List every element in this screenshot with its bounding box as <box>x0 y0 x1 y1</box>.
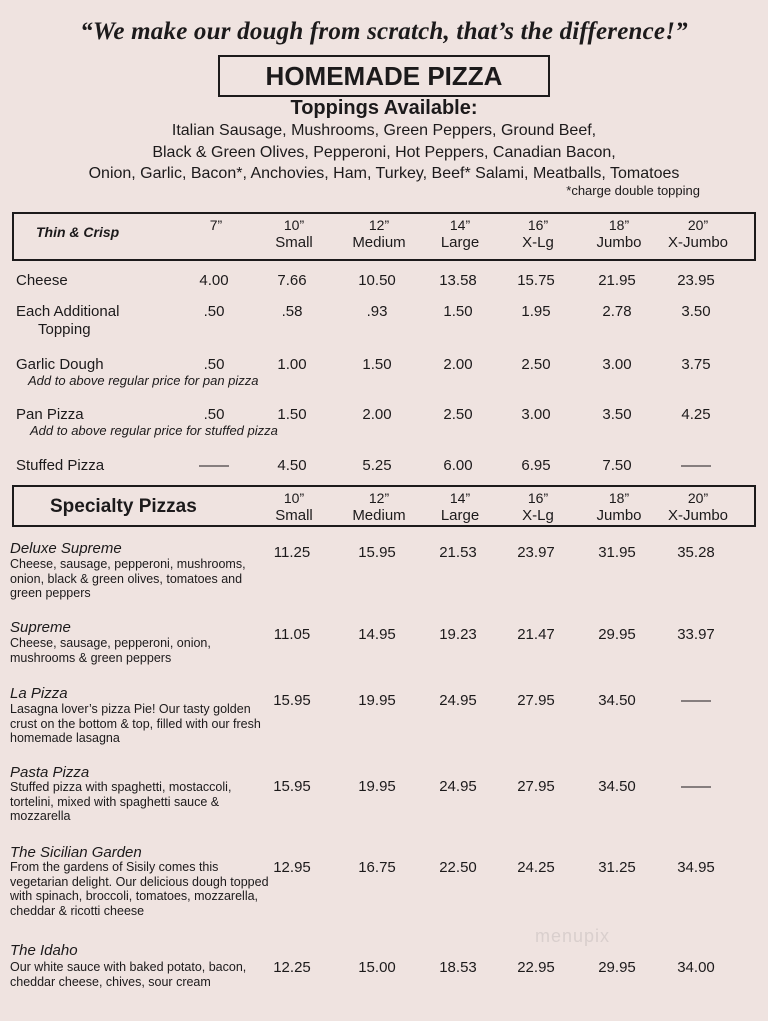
item-name-line: Cheese <box>16 272 68 289</box>
thin-crisp-label: Thin & Crisp <box>36 224 120 240</box>
item-name-line: Garlic Dough <box>16 356 104 373</box>
size-name: X-Jumbo <box>667 234 729 251</box>
item-note: Add to above regular price for stuffed pizza <box>30 423 278 438</box>
size-column-header <box>579 217 659 251</box>
pizza-name: The Sicilian Garden <box>10 844 142 861</box>
size-name: Medium <box>352 234 406 251</box>
price-cell: 11.05 <box>273 626 311 643</box>
size-inches: 12” <box>368 217 390 233</box>
price-cell: 3.50 <box>602 406 632 423</box>
price-cell: 19.95 <box>358 778 396 795</box>
size-inches: 20” <box>687 217 709 233</box>
price-cell: .58 <box>281 303 303 320</box>
price-cell: 27.95 <box>517 778 555 795</box>
item-name <box>16 457 104 475</box>
size-name: Small <box>275 507 313 524</box>
toppings-line: Italian Sausage, Mushrooms, Green Peppers, Ground Beef, <box>171 122 597 139</box>
size-name: Large <box>440 234 480 251</box>
specialty-label: Specialty Pizzas <box>50 496 197 517</box>
size-column-header <box>498 490 578 524</box>
price-cell: 23.97 <box>517 544 555 561</box>
size-name: Jumbo <box>596 507 642 524</box>
size-column-header <box>254 217 334 251</box>
price-cell: 11.25 <box>273 544 311 561</box>
pizza-name: The Idaho <box>10 942 78 959</box>
size-column-header <box>176 217 256 234</box>
price-cell: 1.00 <box>277 356 307 373</box>
price-cell: 35.28 <box>677 544 715 561</box>
price-cell: 18.53 <box>439 959 477 976</box>
price-cell: 4.50 <box>277 457 307 474</box>
price-cell: 6.00 <box>443 457 473 474</box>
price-cell: 1.95 <box>521 303 551 320</box>
price-cell: 21.47 <box>517 626 555 643</box>
price-cell: 1.50 <box>443 303 473 320</box>
price-cell: 1.50 <box>362 356 392 373</box>
price-cell: 34.00 <box>677 959 715 976</box>
size-inches: 18” <box>608 490 630 506</box>
pizza-description: From the gardens of Sisily comes this vegetarian delight. Our delicious dough topped with spinach, broccoli, tomatoes, mozzarella, cheddar & ricotti cheese <box>10 860 269 918</box>
slogan: “We make our dough from scratch, that’s the difference!” <box>80 18 688 45</box>
size-column-header <box>420 490 500 524</box>
price-cell: .50 <box>203 406 225 423</box>
price-cell: 31.25 <box>598 859 636 876</box>
toppings-heading: Toppings Available: <box>290 97 478 119</box>
size-inches: 16” <box>527 490 549 506</box>
price-cell: 13.58 <box>439 272 477 289</box>
size-name: Jumbo <box>596 234 642 251</box>
toppings-line: Onion, Garlic, Bacon*, Anchovies, Ham, Turkey, Beef* Salami, Meatballs, Tomatoes <box>88 165 680 182</box>
price-cell: 15.95 <box>273 692 311 709</box>
item-name <box>16 303 119 339</box>
price-cell: 34.50 <box>598 692 636 709</box>
toppings-line: Black & Green Olives, Pepperoni, Hot Peppers, Canadian Bacon, <box>152 144 616 161</box>
price-cell: 19.23 <box>439 626 477 643</box>
watermark: menupix <box>535 926 611 946</box>
size-inches: 18” <box>608 217 630 233</box>
size-name: Small <box>275 234 313 251</box>
size-inches: 20” <box>687 490 709 506</box>
size-inches: 10” <box>283 490 305 506</box>
price-cell: 6.95 <box>521 457 551 474</box>
price-cell: 7.50 <box>602 457 632 474</box>
pizza-description: Lasagna lover’s pizza Pie! Our tasty golden crust on the bottom & top, filled with our fresh homemade lasagna <box>10 702 261 745</box>
price-cell: 23.95 <box>677 272 715 289</box>
pizza-name: La Pizza <box>10 685 68 702</box>
size-inches: 10” <box>283 217 305 233</box>
price-cell: .50 <box>203 303 225 320</box>
page-title: HOMEMADE PIZZA <box>218 55 550 97</box>
size-name: X-Jumbo <box>667 507 729 524</box>
price-cell: 14.95 <box>358 626 396 643</box>
price-cell: 22.95 <box>517 959 555 976</box>
price-cell: .50 <box>203 356 225 373</box>
price-cell: 15.00 <box>358 959 396 976</box>
price-cell: 2.50 <box>443 406 473 423</box>
size-inches: 12” <box>368 490 390 506</box>
price-cell: 29.95 <box>598 959 636 976</box>
price-cell: 3.00 <box>602 356 632 373</box>
price-cell: —— <box>681 778 711 795</box>
price-cell: 24.95 <box>439 778 477 795</box>
price-cell: 3.00 <box>521 406 551 423</box>
price-cell: 2.50 <box>521 356 551 373</box>
price-cell: 3.75 <box>681 356 711 373</box>
price-cell: 12.95 <box>273 859 311 876</box>
specialty-header <box>12 485 756 527</box>
size-inches: 16” <box>527 217 549 233</box>
size-name: X-Lg <box>522 507 554 524</box>
price-cell: 31.95 <box>598 544 636 561</box>
price-cell: 29.95 <box>598 626 636 643</box>
item-name-line: Each Additional <box>16 303 120 320</box>
size-column-header <box>658 490 738 524</box>
pizza-name: Supreme <box>10 619 71 636</box>
size-column-header <box>420 217 500 251</box>
thin-crisp-header <box>12 212 756 261</box>
price-cell: 2.78 <box>602 303 632 320</box>
pizza-description: Cheese, sausage, pepperoni, mushrooms, onion, black & green olives, tomatoes and green peppers <box>10 557 246 600</box>
price-cell: 3.50 <box>681 303 711 320</box>
price-cell: .93 <box>366 303 388 320</box>
price-cell: 24.95 <box>439 692 477 709</box>
pizza-description: Stuffed pizza with spaghetti, mostaccoli, tortelini, mixed with spaghetti sauce & mozzarella <box>10 780 232 823</box>
size-name: X-Lg <box>522 234 554 251</box>
item-name <box>16 406 84 424</box>
price-cell: 15.75 <box>517 272 555 289</box>
price-cell: 4.00 <box>199 272 229 289</box>
size-column-header <box>339 217 419 251</box>
price-cell: —— <box>681 457 711 474</box>
price-cell: 15.95 <box>273 778 311 795</box>
size-inches: 14” <box>449 217 471 233</box>
size-inches: 14” <box>449 490 471 506</box>
size-column-header <box>579 490 659 524</box>
price-cell: 10.50 <box>358 272 396 289</box>
price-cell: 24.25 <box>517 859 555 876</box>
price-cell: 19.95 <box>358 692 396 709</box>
item-name-line: Topping <box>38 321 91 338</box>
pizza-description: Cheese, sausage, pepperoni, onion, mushrooms & green peppers <box>10 636 211 665</box>
size-name: Medium <box>352 507 406 524</box>
price-cell: 15.95 <box>358 544 396 561</box>
price-cell: 1.50 <box>277 406 307 423</box>
size-column-header <box>658 217 738 251</box>
size-inches: 7” <box>209 217 223 233</box>
price-cell: —— <box>681 692 711 709</box>
price-cell: 22.50 <box>439 859 477 876</box>
price-cell: —— <box>199 457 229 474</box>
size-column-header <box>339 490 419 524</box>
size-name: Large <box>440 507 480 524</box>
size-column-header <box>498 217 578 251</box>
item-name-line: Stuffed Pizza <box>16 457 105 474</box>
price-cell: 12.25 <box>273 959 311 976</box>
price-cell: 34.50 <box>598 778 636 795</box>
price-cell: 34.95 <box>677 859 715 876</box>
item-name <box>16 272 68 290</box>
item-name-line: Pan Pizza <box>16 406 84 423</box>
price-cell: 27.95 <box>517 692 555 709</box>
price-cell: 2.00 <box>362 406 392 423</box>
pizza-name: Deluxe Supreme <box>10 540 122 557</box>
price-cell: 2.00 <box>443 356 473 373</box>
item-note: Add to above regular price for pan pizza <box>28 373 259 388</box>
price-cell: 33.97 <box>677 626 715 643</box>
price-cell: 4.25 <box>681 406 711 423</box>
price-cell: 21.95 <box>598 272 636 289</box>
item-name <box>16 356 104 374</box>
price-cell: 5.25 <box>362 457 392 474</box>
toppings-note: *charge double topping <box>566 183 700 198</box>
price-cell: 7.66 <box>277 272 307 289</box>
size-column-header <box>254 490 334 524</box>
pizza-description: Our white sauce with baked potato, bacon, cheddar cheese, chives, sour cream <box>10 960 247 989</box>
price-cell: 16.75 <box>358 859 396 876</box>
pizza-name: Pasta Pizza <box>10 764 90 781</box>
price-cell: 21.53 <box>439 544 477 561</box>
